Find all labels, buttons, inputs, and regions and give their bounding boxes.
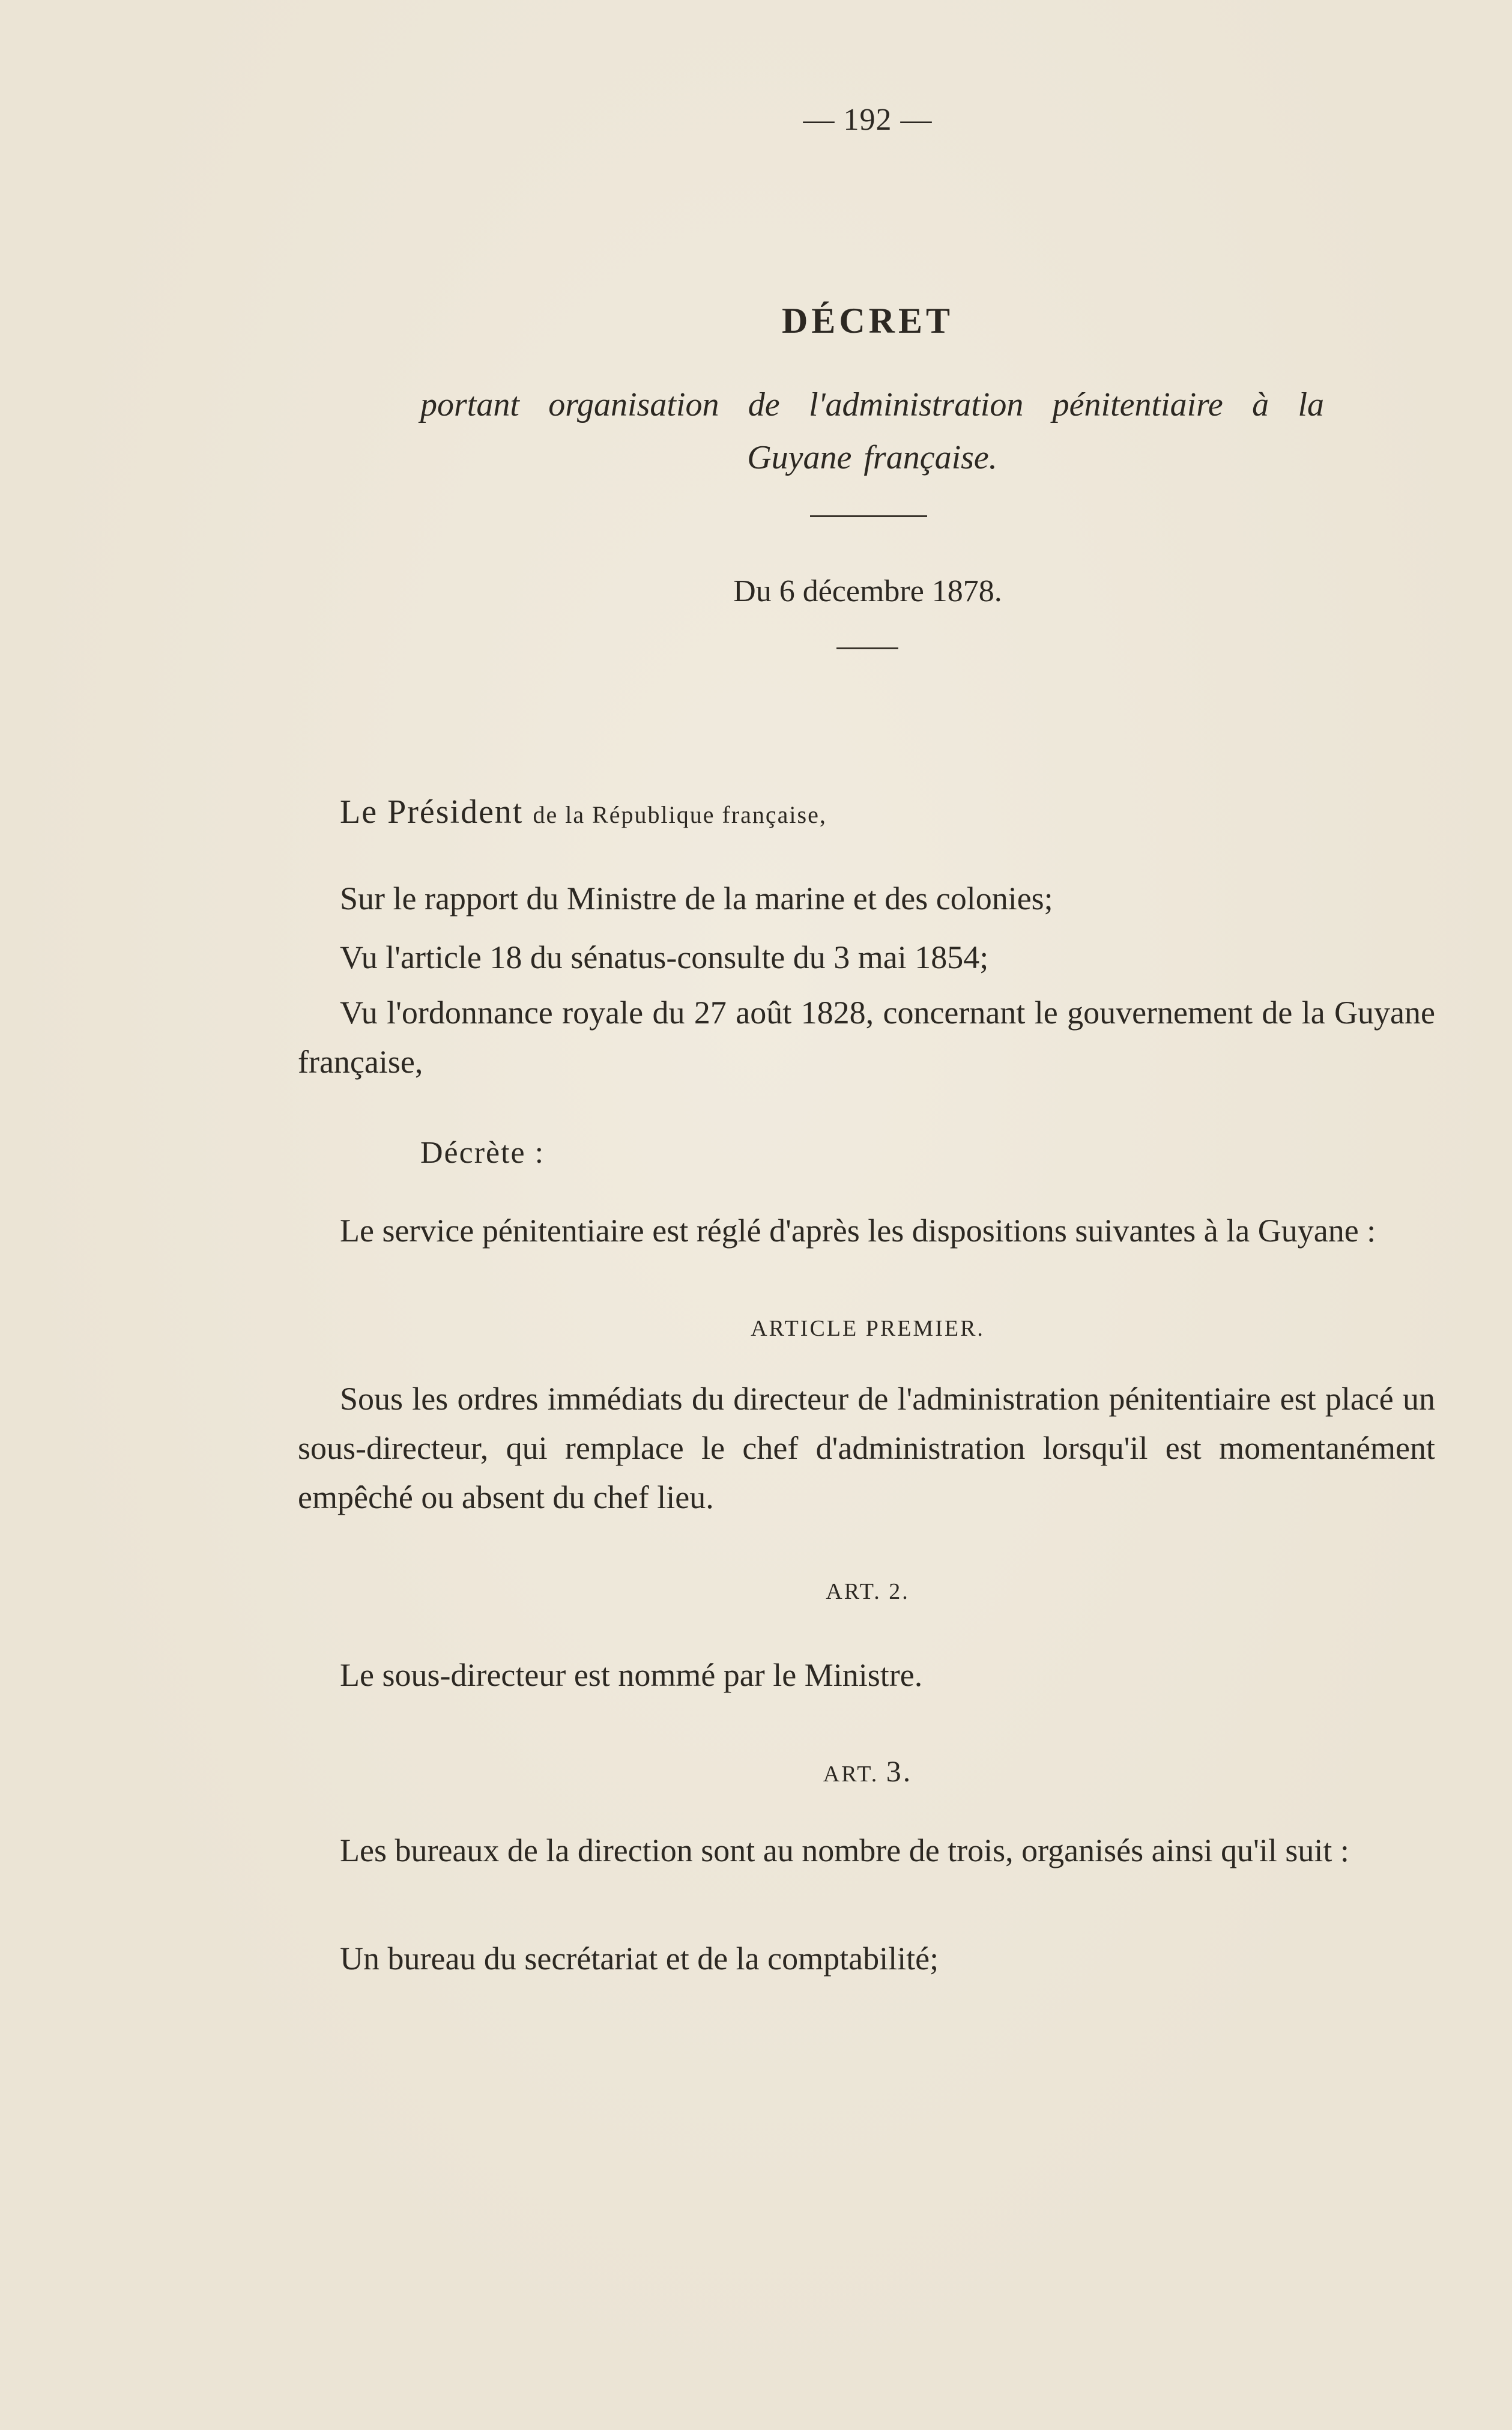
preamble-paragraph: Vu l'article 18 du sénatus-consulte du 3 mai 1854; xyxy=(340,939,989,975)
title-divider xyxy=(810,515,927,517)
decrete-suffix: : xyxy=(525,1136,545,1170)
article-2-text: Le sous-directeur est nommé par le Ministre. xyxy=(340,1657,923,1693)
decrete-heading xyxy=(420,1135,545,1171)
article-3-heading xyxy=(0,1754,1512,1789)
article-2-prefix: ART. xyxy=(826,1579,881,1604)
president-heading-first: Le Président xyxy=(340,793,524,831)
article-3-prefix: ART. xyxy=(823,1762,879,1787)
date-divider xyxy=(836,647,898,649)
page-number: — 192 — xyxy=(803,103,933,137)
service-paragraph: Le service pénitentiaire est réglé d'après les dispositions suivantes à la Guyane : xyxy=(340,1213,1376,1249)
decree-date: Du 6 décembre 1878. xyxy=(733,574,1002,608)
decree-title: DÉCRET xyxy=(781,301,954,341)
decree-subtitle: portant organisation de l'administration pénitentiaire à la Guyane française. xyxy=(420,386,1324,476)
preamble-paragraph: Sur le rapport du Ministre de la marine et des colonies; xyxy=(340,880,1053,917)
article-3-item: Un bureau du secrétariat et de la comptabilité; xyxy=(340,1941,939,1977)
president-heading-rest: de la République française, xyxy=(533,801,827,828)
article-2-heading xyxy=(0,1578,1512,1605)
article-premier-text: Sous les ordres immédiats du directeur de l'administration pénitentiaire est placé un sous-directeur, qui remplace le chef d'administration lorsqu'il est momentanément empêché ou absent du chef lieu. xyxy=(298,1381,1435,1515)
president-heading xyxy=(340,793,827,831)
article-3-text: Les bureaux de la direction sont au nombre de trois, organisés ainsi qu'il suit : xyxy=(340,1832,1349,1868)
article-premier-heading: ARTICLE PREMIER. xyxy=(751,1316,985,1341)
preamble-paragraph: Vu l'ordonnance royale du 27 août 1828, concernant le gouvernement de la Guyane française, xyxy=(298,995,1435,1080)
decrete-word: Décrète xyxy=(420,1136,526,1170)
article-3-number: 3. xyxy=(886,1754,913,1788)
article-2-number: 2. xyxy=(889,1579,910,1604)
